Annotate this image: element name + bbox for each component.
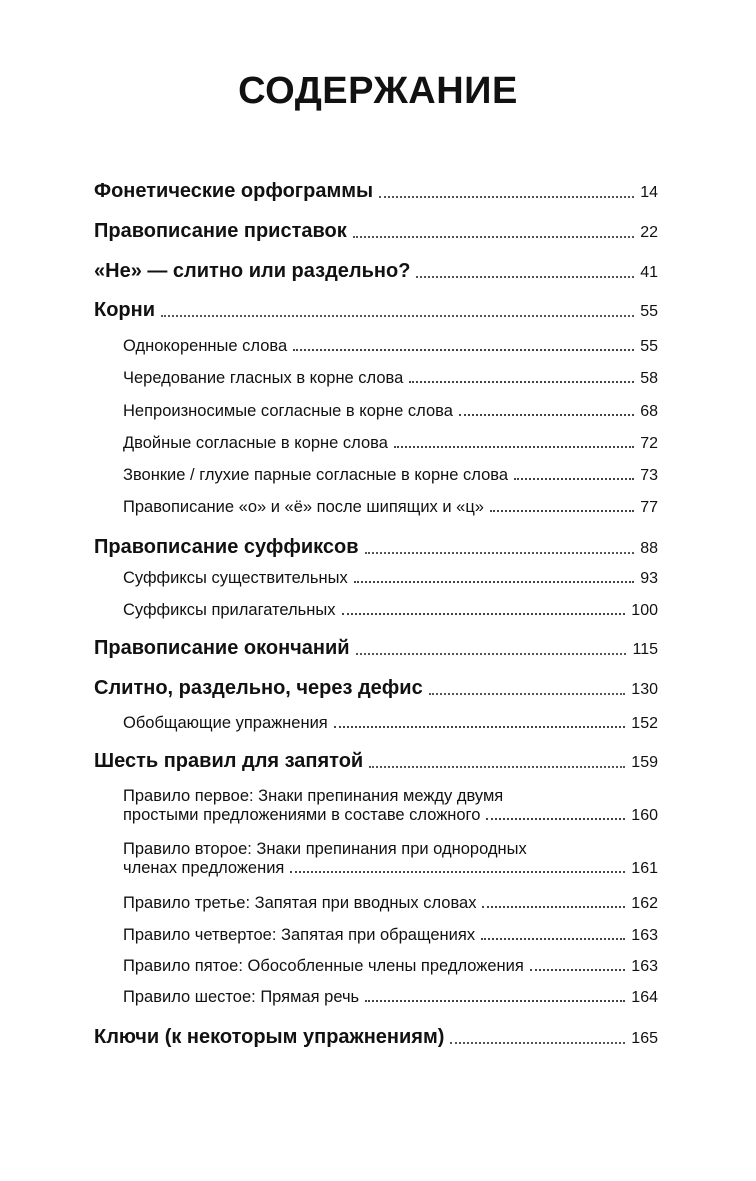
toc-subentry[interactable] (123, 569, 658, 588)
toc-entry-page: 77 (640, 499, 658, 516)
toc-entry-label: Правило пятое: Обособленные члены предложения (123, 957, 524, 975)
toc-entry-label: «Не» — слитно или раздельно? (94, 260, 411, 282)
toc-entry-label-line1: Правило первое: Знаки препинания между двумя (123, 787, 504, 805)
toc-entry-page: 22 (640, 224, 658, 241)
toc-entry-page: 73 (640, 467, 658, 484)
toc-entry-page: 161 (631, 860, 658, 877)
toc-entry-label: Правописание суффиксов (94, 536, 359, 558)
toc-entry-page: 162 (631, 895, 658, 912)
toc-subentry[interactable] (123, 601, 658, 620)
leader-dots (354, 580, 634, 583)
toc-entry-page: 88 (640, 540, 658, 557)
leader-dots (353, 235, 634, 238)
toc-subentry[interactable] (123, 988, 658, 1007)
leader-dots (369, 765, 625, 768)
leader-dots (490, 509, 634, 512)
toc-entry-label: Фонетические орфограммы (94, 180, 374, 202)
toc-subentry[interactable] (123, 957, 658, 976)
toc-entry-label: Правило шестое: Прямая речь (123, 988, 360, 1006)
toc-entry-page: 14 (640, 184, 658, 201)
toc-entry-page: 160 (631, 807, 658, 824)
toc-entry[interactable] (94, 536, 658, 559)
toc-entry[interactable] (94, 1026, 658, 1049)
toc-entry[interactable] (94, 220, 658, 243)
toc-subentry[interactable] (123, 466, 658, 485)
toc-entry-label: Суффиксы существительных (123, 569, 348, 587)
toc-entry-label: Однокоренные слова (123, 337, 288, 355)
toc-entry-label-line2: простыми предложениями в составе сложного (123, 806, 481, 824)
toc-subentry[interactable] (123, 926, 658, 945)
leader-dots (342, 612, 626, 615)
toc-entry-label: Непроизносимые согласные в корне слова (123, 402, 453, 420)
toc-entry[interactable] (94, 299, 658, 322)
leader-dots (290, 870, 625, 873)
toc-entry-page: 72 (640, 435, 658, 452)
leader-dots (161, 314, 634, 317)
toc-entry-page: 164 (631, 989, 658, 1006)
leader-dots (334, 725, 626, 728)
toc-entry-label: Двойные согласные в корне слова (123, 434, 388, 452)
toc-entry-label-line1: Правило второе: Знаки препинания при однородных (123, 840, 527, 858)
toc-entry-page: 163 (631, 958, 658, 975)
leader-dots (514, 477, 634, 480)
toc-entry-label: Звонкие / глухие парные согласные в корне слова (123, 466, 509, 484)
leader-dots (481, 937, 625, 940)
toc-entry-page: 115 (632, 641, 658, 658)
toc-subentry[interactable] (123, 714, 658, 733)
toc-subentry[interactable] (123, 369, 658, 388)
toc-entry[interactable] (94, 677, 658, 700)
toc-entry-label: Правило третье: Запятая при вводных словах (123, 894, 477, 912)
toc-entry[interactable] (94, 180, 658, 203)
leader-dots (409, 380, 634, 383)
toc-entry-page: 58 (640, 370, 658, 387)
leader-dots (429, 692, 626, 695)
leader-dots (459, 413, 634, 416)
toc-entry-label: Правило четвертое: Запятая при обращениях (123, 926, 476, 944)
toc-entry-page: 68 (640, 403, 658, 420)
leader-dots (486, 817, 625, 820)
toc-entry-label: Ключи (к некоторым упражнениям) (94, 1026, 445, 1048)
leader-dots (394, 445, 634, 448)
leader-dots (293, 348, 634, 351)
toc-entry-page: 159 (631, 754, 658, 771)
toc-entry-label: Суффиксы прилагательных (123, 601, 336, 619)
toc-entry-page: 55 (640, 303, 658, 320)
toc-entry-label: Слитно, раздельно, через дефис (94, 677, 423, 699)
toc-entry-page: 100 (631, 602, 658, 619)
toc-subentry[interactable] (123, 498, 658, 517)
toc-subentry[interactable] (123, 402, 658, 421)
toc-entry-page: 41 (640, 264, 658, 281)
toc-subentry[interactable] (123, 434, 658, 453)
leader-dots (365, 551, 635, 554)
toc-entry-page: 152 (631, 715, 658, 732)
toc-entry-page: 55 (640, 338, 658, 355)
leader-dots (450, 1041, 625, 1044)
toc-entry-label-line2: членах предложения (123, 859, 285, 877)
toc-entry-label: Правописание окончаний (94, 637, 350, 659)
toc-entry[interactable] (94, 260, 658, 283)
toc-entry-label: Корни (94, 299, 156, 321)
toc-entry-label: Правописание «о» и «ё» после шипящих и «ц» (123, 498, 484, 516)
leader-dots (379, 195, 634, 198)
toc-entry-page: 130 (631, 681, 658, 698)
toc-entry-page: 93 (640, 570, 658, 587)
toc-entry-label: Шесть правил для запятой (94, 750, 364, 772)
leader-dots (356, 652, 627, 655)
leader-dots (416, 275, 634, 278)
toc-subentry[interactable] (123, 787, 658, 825)
leader-dots (365, 999, 625, 1002)
toc-entry-page: 165 (631, 1030, 658, 1047)
toc-entry-page: 163 (631, 927, 658, 944)
toc-entry[interactable] (94, 750, 658, 773)
page-title: СОДЕРЖАНИЕ (238, 70, 518, 112)
toc-subentry[interactable] (123, 840, 658, 878)
toc-subentry[interactable] (123, 894, 658, 913)
leader-dots (482, 905, 625, 908)
toc-entry-label: Чередование гласных в корне слова (123, 369, 404, 387)
toc-entry-label: Правописание приставок (94, 220, 347, 242)
leader-dots (530, 968, 626, 971)
toc-subentry[interactable] (123, 337, 658, 356)
toc-entry-label: Обобщающие упражнения (123, 714, 328, 732)
toc-entry[interactable] (94, 637, 658, 660)
